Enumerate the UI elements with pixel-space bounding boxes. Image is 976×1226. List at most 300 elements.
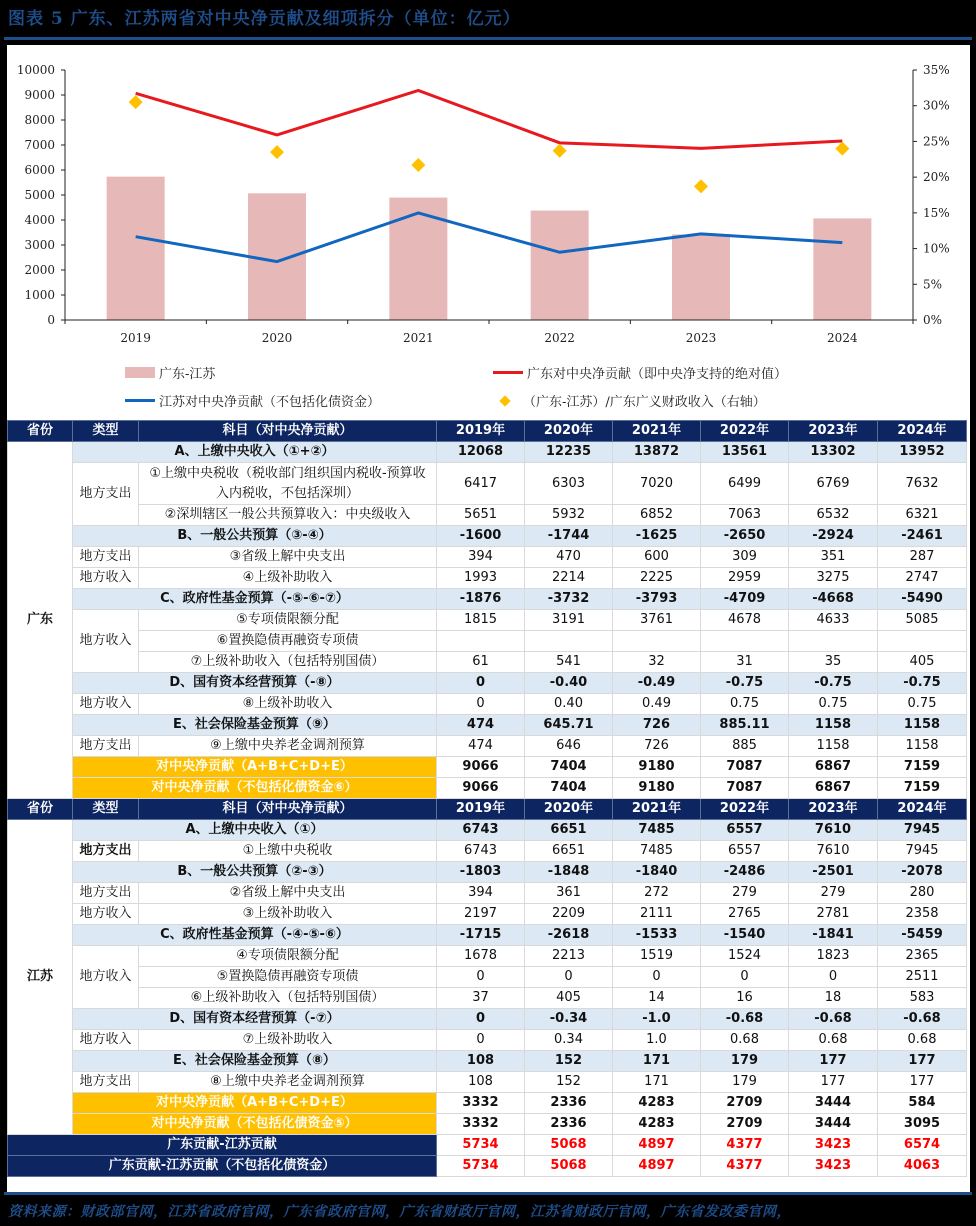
value-cell: -2618 xyxy=(525,925,613,946)
value-cell: 13302 xyxy=(789,442,878,463)
value-cell: 171 xyxy=(613,1051,701,1072)
column-header: 2019年 xyxy=(437,421,525,442)
value-cell: 0 xyxy=(437,694,525,715)
value-cell: 0.68 xyxy=(789,1030,878,1051)
item-label: ⑧上缴中央养老金调剂预算 xyxy=(139,1072,437,1093)
value-cell: 2781 xyxy=(789,904,878,925)
value-cell: 1678 xyxy=(437,946,525,967)
type-cell: 地方支出 xyxy=(73,547,139,568)
type-cell: 地方支出 xyxy=(73,463,139,526)
section-row xyxy=(8,715,967,736)
column-header: 2022年 xyxy=(701,421,789,442)
value-cell: -2924 xyxy=(789,526,878,547)
value-cell: 2358 xyxy=(878,904,967,925)
table-header-row xyxy=(8,421,967,442)
value-cell: 6867 xyxy=(789,757,878,778)
value-cell: -1625 xyxy=(613,526,701,547)
value-cell: 0.68 xyxy=(878,1030,967,1051)
value-cell: 583 xyxy=(878,988,967,1009)
right-tick-label: 30% xyxy=(923,98,950,113)
value-cell: 9180 xyxy=(613,757,701,778)
table-row xyxy=(8,841,967,862)
total-row xyxy=(8,1114,967,1135)
value-cell: 7945 xyxy=(878,820,967,841)
value-cell: 7945 xyxy=(878,841,967,862)
column-header: 类型 xyxy=(73,799,139,820)
value-cell: 1823 xyxy=(789,946,878,967)
column-header: 2021年 xyxy=(613,421,701,442)
value-cell: 272 xyxy=(613,883,701,904)
value-cell: 177 xyxy=(878,1051,967,1072)
section-label: C、政府性基金预算（-⑤-⑥-⑦） xyxy=(73,589,437,610)
chart-plot xyxy=(7,45,970,355)
type-cell: 地方收入 xyxy=(73,946,139,1009)
value-cell: -2650 xyxy=(701,526,789,547)
value-cell: -2078 xyxy=(878,862,967,883)
section-label: E、社会保险基金预算（⑧） xyxy=(73,1051,437,1072)
value-cell: 279 xyxy=(701,883,789,904)
difference-label: 广东贡献-江苏贡献 xyxy=(8,1135,437,1156)
value-cell: 5085 xyxy=(878,610,967,631)
type-cell: 地方收入 xyxy=(73,904,139,925)
value-cell: 16 xyxy=(701,988,789,1009)
value-cell: -0.34 xyxy=(525,1009,613,1030)
value-cell: 646 xyxy=(525,736,613,757)
value-cell: 309 xyxy=(701,547,789,568)
value-cell: 1158 xyxy=(789,715,878,736)
value-cell: 351 xyxy=(789,547,878,568)
value-cell: 171 xyxy=(613,1072,701,1093)
table-row xyxy=(8,568,967,589)
value-cell: 279 xyxy=(789,883,878,904)
footer-divider xyxy=(4,1192,972,1195)
legend-label: 江苏对中央净贡献（不包括化债资金） xyxy=(159,395,381,410)
value-cell: 3095 xyxy=(878,1114,967,1135)
column-header: 2020年 xyxy=(525,799,613,820)
value-cell: 0 xyxy=(525,967,613,988)
legend-label: （广东-江苏）/广东广义财政收入（右轴） xyxy=(523,395,766,410)
legend-label: 广东-江苏 xyxy=(159,367,216,382)
difference-value: 4897 xyxy=(613,1156,701,1177)
left-tick-label: 3000 xyxy=(24,238,55,252)
value-cell: 4633 xyxy=(789,610,878,631)
value-cell: 1158 xyxy=(789,736,878,757)
jiangsu-line xyxy=(136,213,843,262)
ratio-marker xyxy=(411,158,425,172)
value-cell: -2501 xyxy=(789,862,878,883)
total-label: 对中央净贡献（A+B+C+D+E） xyxy=(73,757,437,778)
x-tick-label: 2021 xyxy=(403,331,434,345)
right-tick-label: 25% xyxy=(923,134,950,149)
value-cell: -2461 xyxy=(878,526,967,547)
value-cell: -3732 xyxy=(525,589,613,610)
value-cell: 600 xyxy=(613,547,701,568)
right-tick-label: 35% xyxy=(923,63,950,77)
section-row xyxy=(8,442,967,463)
left-tick-label: 10000 xyxy=(16,63,55,77)
value-cell: 474 xyxy=(437,736,525,757)
value-cell xyxy=(525,631,613,652)
value-cell: 13872 xyxy=(613,442,701,463)
value-cell: 9066 xyxy=(437,778,525,799)
value-cell: -4709 xyxy=(701,589,789,610)
value-cell: 361 xyxy=(525,883,613,904)
value-cell: 584 xyxy=(878,1093,967,1114)
right-tick-label: 15% xyxy=(923,205,950,220)
value-cell: 7063 xyxy=(701,505,789,526)
value-cell: 0.75 xyxy=(789,694,878,715)
value-cell: 7485 xyxy=(613,841,701,862)
section-label: C、政府性基金预算（-④-⑤-⑥） xyxy=(73,925,437,946)
section-row xyxy=(8,526,967,547)
type-cell: 地方收入 xyxy=(73,1030,139,1051)
x-tick-label: 2019 xyxy=(120,331,151,345)
difference-value: 4377 xyxy=(701,1135,789,1156)
value-cell: 2336 xyxy=(525,1114,613,1135)
type-cell: 地方收入 xyxy=(73,610,139,673)
value-cell: 6743 xyxy=(437,820,525,841)
value-cell: 7485 xyxy=(613,820,701,841)
column-header: 省份 xyxy=(8,799,73,820)
value-cell xyxy=(701,631,789,652)
table-row xyxy=(8,505,967,526)
value-cell: 2709 xyxy=(701,1114,789,1135)
section-label: E、社会保险基金预算（⑨） xyxy=(73,715,437,736)
difference-value: 5734 xyxy=(437,1135,525,1156)
value-cell: 3444 xyxy=(789,1114,878,1135)
guangdong-line xyxy=(136,91,843,149)
type-cell: 地方支出 xyxy=(73,736,139,757)
value-cell: -0.68 xyxy=(701,1009,789,1030)
value-cell: 394 xyxy=(437,547,525,568)
column-header: 科目（对中央净贡献） xyxy=(139,799,437,820)
value-cell: 108 xyxy=(437,1051,525,1072)
value-cell: 6303 xyxy=(525,463,613,505)
contribution-table xyxy=(7,420,967,1177)
table-header-row xyxy=(8,799,967,820)
value-cell: 287 xyxy=(878,547,967,568)
value-cell: 0.34 xyxy=(525,1030,613,1051)
value-cell: -0.75 xyxy=(701,673,789,694)
difference-row xyxy=(8,1135,967,1156)
value-cell: 885 xyxy=(701,736,789,757)
value-cell: 9066 xyxy=(437,757,525,778)
value-cell: 7087 xyxy=(701,778,789,799)
title-divider xyxy=(4,37,972,40)
value-cell: -1533 xyxy=(613,925,701,946)
type-cell: 地方收入 xyxy=(73,694,139,715)
ratio-marker xyxy=(129,95,143,109)
diamond-swatch-icon xyxy=(499,395,510,406)
legend-item-red-line xyxy=(493,363,787,382)
value-cell: 6532 xyxy=(789,505,878,526)
left-tick-label: 9000 xyxy=(24,88,55,102)
value-cell: 3191 xyxy=(525,610,613,631)
column-header: 2020年 xyxy=(525,421,613,442)
value-cell: -0.68 xyxy=(789,1009,878,1030)
value-cell: 108 xyxy=(437,1072,525,1093)
table-row xyxy=(8,904,967,925)
value-cell: 2959 xyxy=(701,568,789,589)
value-cell: 6557 xyxy=(701,841,789,862)
item-label: ⑧上级补助收入 xyxy=(139,694,437,715)
item-label: ⑦上级补助收入（包括特别国债） xyxy=(139,652,437,673)
value-cell: 6743 xyxy=(437,841,525,862)
value-cell: 474 xyxy=(437,715,525,736)
left-tick-label: 5000 xyxy=(24,188,55,202)
value-cell: 152 xyxy=(525,1072,613,1093)
left-tick-label: 8000 xyxy=(24,113,55,127)
legend-item-diamond xyxy=(493,391,766,410)
value-cell xyxy=(789,631,878,652)
value-cell: 0.49 xyxy=(613,694,701,715)
value-cell: 2209 xyxy=(525,904,613,925)
province-cell: 江苏 xyxy=(8,820,73,1135)
ratio-marker xyxy=(553,144,567,158)
bar xyxy=(107,177,165,320)
value-cell: 2765 xyxy=(701,904,789,925)
value-cell: -5490 xyxy=(878,589,967,610)
value-cell: 2365 xyxy=(878,946,967,967)
value-cell: 13952 xyxy=(878,442,967,463)
value-cell: 405 xyxy=(878,652,967,673)
total-label: 对中央净贡献（不包括化债资金⑥） xyxy=(73,778,437,799)
difference-value: 4897 xyxy=(613,1135,701,1156)
value-cell: 0 xyxy=(701,967,789,988)
value-cell: -2486 xyxy=(701,862,789,883)
value-cell: 1158 xyxy=(878,736,967,757)
x-tick-label: 2020 xyxy=(261,331,293,345)
combo-chart xyxy=(7,45,970,418)
value-cell: 6867 xyxy=(789,778,878,799)
value-cell: 14 xyxy=(613,988,701,1009)
type-cell: 地方支出 xyxy=(73,1072,139,1093)
value-cell: 7020 xyxy=(613,463,701,505)
value-cell: 13561 xyxy=(701,442,789,463)
section-row xyxy=(8,1009,967,1030)
value-cell: 37 xyxy=(437,988,525,1009)
legend-item-bar xyxy=(125,363,215,382)
column-header: 2024年 xyxy=(878,799,967,820)
difference-value: 5068 xyxy=(525,1156,613,1177)
item-label: ⑤专项债限额分配 xyxy=(139,610,437,631)
value-cell: 885.11 xyxy=(701,715,789,736)
ratio-marker xyxy=(270,145,284,159)
total-label: 对中央净贡献（不包括化债资金⑤） xyxy=(73,1114,437,1135)
value-cell: 5932 xyxy=(525,505,613,526)
value-cell: -1715 xyxy=(437,925,525,946)
value-cell: 2197 xyxy=(437,904,525,925)
value-cell: -1744 xyxy=(525,526,613,547)
column-header: 2023年 xyxy=(789,799,878,820)
table-row xyxy=(8,631,967,652)
value-cell: 6417 xyxy=(437,463,525,505)
source-note: 资料来源：财政部官网，江苏省政府官网，广东省政府官网，广东省财政厅官网，江苏省财政厅官网，广东省发改委官网， xyxy=(8,1204,791,1220)
x-tick-label: 2022 xyxy=(544,331,575,345)
table-row xyxy=(8,736,967,757)
bar xyxy=(531,211,589,320)
province-cell: 广东 xyxy=(8,442,73,799)
table-row xyxy=(8,988,967,1009)
type-cell: 地方支出 xyxy=(73,841,139,862)
column-header: 2023年 xyxy=(789,421,878,442)
value-cell: 470 xyxy=(525,547,613,568)
value-cell: 0 xyxy=(613,967,701,988)
legend-label: 广东对中央净贡献（即中央净支持的绝对值） xyxy=(527,367,788,382)
value-cell: 4283 xyxy=(613,1114,701,1135)
value-cell: 177 xyxy=(789,1051,878,1072)
value-cell: 177 xyxy=(878,1072,967,1093)
difference-value: 6574 xyxy=(878,1135,967,1156)
value-cell: 6499 xyxy=(701,463,789,505)
column-header: 2022年 xyxy=(701,799,789,820)
blue-line-swatch-icon xyxy=(125,399,155,402)
left-tick-label: 4000 xyxy=(24,213,55,227)
value-cell: -0.75 xyxy=(878,673,967,694)
value-cell: 0.68 xyxy=(701,1030,789,1051)
value-cell: 726 xyxy=(613,715,701,736)
value-cell: 1158 xyxy=(878,715,967,736)
value-cell xyxy=(437,631,525,652)
item-label: ③省级上解中央支出 xyxy=(139,547,437,568)
table-row xyxy=(8,967,967,988)
value-cell xyxy=(878,631,967,652)
value-cell: -0.49 xyxy=(613,673,701,694)
column-header: 2024年 xyxy=(878,421,967,442)
table-row xyxy=(8,1072,967,1093)
value-cell: 7404 xyxy=(525,778,613,799)
value-cell: 2511 xyxy=(878,967,967,988)
value-cell: 4678 xyxy=(701,610,789,631)
value-cell: -4668 xyxy=(789,589,878,610)
type-cell: 地方支出 xyxy=(73,883,139,904)
column-header: 2019年 xyxy=(437,799,525,820)
value-cell: -1540 xyxy=(701,925,789,946)
left-tick-label: 0 xyxy=(47,313,55,327)
value-cell: 1993 xyxy=(437,568,525,589)
x-tick-label: 2023 xyxy=(685,331,717,345)
total-row xyxy=(8,757,967,778)
value-cell: -1840 xyxy=(613,862,701,883)
value-cell xyxy=(613,631,701,652)
value-cell: 179 xyxy=(701,1072,789,1093)
item-label: ①上缴中央税收 xyxy=(139,841,437,862)
table-row xyxy=(8,946,967,967)
value-cell: 2225 xyxy=(613,568,701,589)
total-label: 对中央净贡献（A+B+C+D+E） xyxy=(73,1093,437,1114)
column-header: 科目（对中央净贡献） xyxy=(139,421,437,442)
value-cell: 7404 xyxy=(525,757,613,778)
column-header: 2021年 xyxy=(613,799,701,820)
item-label: ⑥置换隐债再融资专项债 xyxy=(139,631,437,652)
value-cell: 12235 xyxy=(525,442,613,463)
value-cell: 18 xyxy=(789,988,878,1009)
section-label: A、上缴中央收入（①） xyxy=(73,820,437,841)
value-cell: 61 xyxy=(437,652,525,673)
value-cell: 7087 xyxy=(701,757,789,778)
value-cell: 0.75 xyxy=(701,694,789,715)
section-row xyxy=(8,673,967,694)
type-cell: 地方收入 xyxy=(73,568,139,589)
value-cell: 0 xyxy=(789,967,878,988)
item-label: ③上级补助收入 xyxy=(139,904,437,925)
value-cell: 152 xyxy=(525,1051,613,1072)
value-cell: 0.40 xyxy=(525,694,613,715)
table-row xyxy=(8,1030,967,1051)
value-cell: 3444 xyxy=(789,1093,878,1114)
value-cell: -1.0 xyxy=(613,1009,701,1030)
left-tick-label: 2000 xyxy=(24,263,55,277)
difference-value: 3423 xyxy=(789,1156,878,1177)
table-row xyxy=(8,694,967,715)
right-tick-label: 5% xyxy=(923,277,943,292)
right-tick-label: 0% xyxy=(923,313,943,327)
value-cell: 6651 xyxy=(525,841,613,862)
value-cell: 4283 xyxy=(613,1093,701,1114)
value-cell: 7610 xyxy=(789,820,878,841)
table-row xyxy=(8,547,967,568)
legend-item-blue-line xyxy=(125,391,380,410)
value-cell: 1.0 xyxy=(613,1030,701,1051)
difference-value: 4063 xyxy=(878,1156,967,1177)
item-label: ②深圳辖区一般公共预算收入：中央级收入 xyxy=(139,505,437,526)
value-cell: -1803 xyxy=(437,862,525,883)
item-label: ⑦上级补助收入 xyxy=(139,1030,437,1051)
value-cell: 177 xyxy=(789,1072,878,1093)
chart-legend xyxy=(7,353,970,415)
value-cell: 6557 xyxy=(701,820,789,841)
value-cell: 32 xyxy=(613,652,701,673)
difference-value: 3423 xyxy=(789,1135,878,1156)
value-cell: 7610 xyxy=(789,841,878,862)
value-cell: 541 xyxy=(525,652,613,673)
value-cell: -0.75 xyxy=(789,673,878,694)
difference-label: 广东贡献-江苏贡献（不包括化债资金） xyxy=(8,1156,437,1177)
column-header: 类型 xyxy=(73,421,139,442)
item-label: ④专项债限额分配 xyxy=(139,946,437,967)
left-tick-label: 1000 xyxy=(24,288,55,302)
value-cell: 0 xyxy=(437,673,525,694)
section-label: B、一般公共预算（②-③） xyxy=(73,862,437,883)
value-cell: -1841 xyxy=(789,925,878,946)
left-tick-label: 6000 xyxy=(24,163,55,177)
section-label: B、一般公共预算（③-④） xyxy=(73,526,437,547)
value-cell: -1848 xyxy=(525,862,613,883)
value-cell: 0 xyxy=(437,1030,525,1051)
red-line-swatch-icon xyxy=(493,371,523,374)
right-tick-label: 10% xyxy=(923,241,950,256)
section-row xyxy=(8,925,967,946)
ratio-marker xyxy=(694,179,708,193)
section-label: D、国有资本经营预算（-⑧） xyxy=(73,673,437,694)
value-cell: 9180 xyxy=(613,778,701,799)
value-cell: 280 xyxy=(878,883,967,904)
table-row xyxy=(8,652,967,673)
value-cell: 0.75 xyxy=(878,694,967,715)
section-row xyxy=(8,1051,967,1072)
value-cell: 31 xyxy=(701,652,789,673)
value-cell: 3761 xyxy=(613,610,701,631)
value-cell: -3793 xyxy=(613,589,701,610)
bar xyxy=(813,218,871,320)
item-label: ⑥上级补助收入（包括特别国债） xyxy=(139,988,437,1009)
section-label: D、国有资本经营预算（-⑦） xyxy=(73,1009,437,1030)
value-cell: 35 xyxy=(789,652,878,673)
item-label: ②省级上解中央支出 xyxy=(139,883,437,904)
section-label: A、上缴中央收入（①+②） xyxy=(73,442,437,463)
figure-title: 图表 5 广东、江苏两省对中央净贡献及细项拆分（单位：亿元） xyxy=(8,9,521,29)
difference-value: 5734 xyxy=(437,1156,525,1177)
